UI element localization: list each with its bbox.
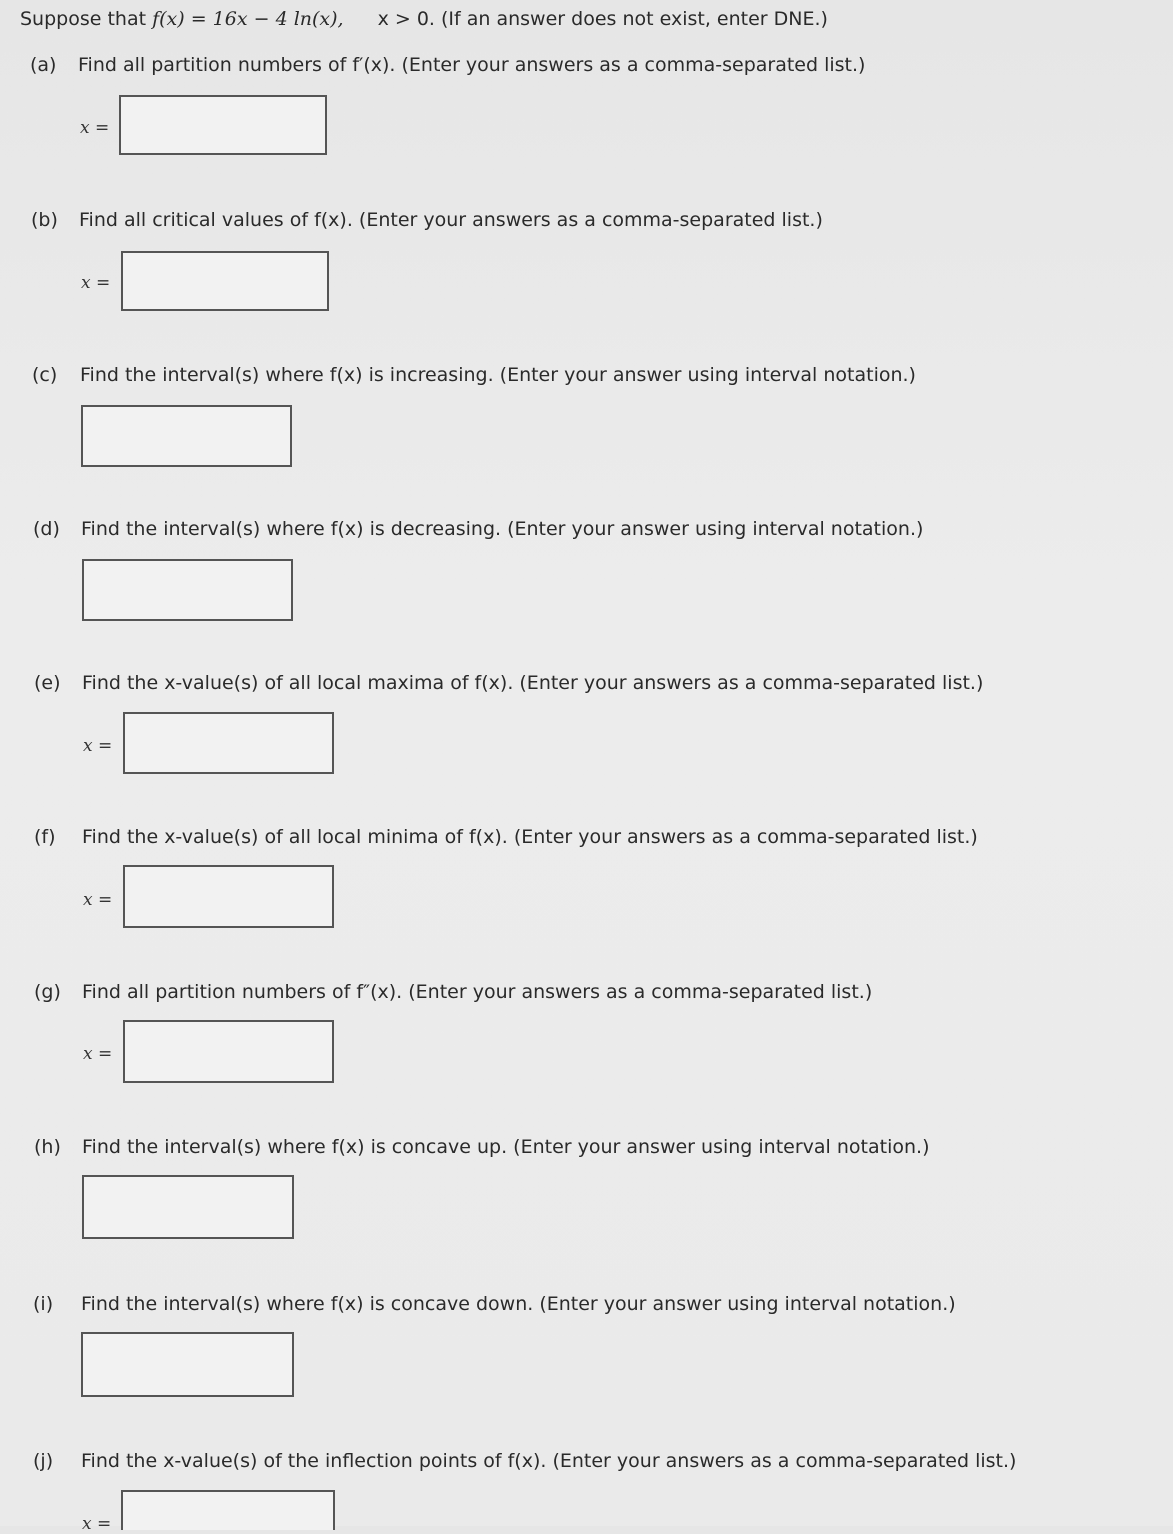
answer-input-j[interactable] — [121, 1490, 335, 1530]
x-equals-label: x = — [80, 118, 110, 138]
answer-input-h[interactable] — [82, 1175, 294, 1239]
answer-input-a[interactable] — [119, 95, 327, 155]
question-label: (a) — [30, 54, 57, 76]
question-label: (d) — [33, 518, 60, 540]
question-f — [34, 826, 978, 848]
answer-input-c[interactable] — [81, 405, 292, 467]
question-text: Find all partition numbers of f′(x). (Enter your answers as a comma-separated list.) — [78, 54, 866, 76]
function-definition: f(x) = 16x − 4 ln(x), — [152, 8, 344, 30]
x-equals-label: x = — [83, 890, 113, 910]
question-text: Find the x-value(s) of all local minima of f(x). (Enter your answers as a comma-separated list.) — [82, 826, 978, 848]
question-label: (g) — [34, 981, 61, 1003]
intro-prefix: Suppose that — [20, 8, 153, 30]
answer-input-g[interactable] — [123, 1020, 334, 1083]
question-label: (i) — [33, 1293, 54, 1315]
answer-input-f[interactable] — [123, 865, 334, 928]
answer-input-b[interactable] — [121, 251, 329, 311]
question-label: (c) — [32, 364, 58, 386]
question-text: Find the x-value(s) of the inflection points of f(x). (Enter your answers as a comma-separated list.) — [81, 1450, 1017, 1472]
question-text: Find all critical values of f(x). (Enter your answers as a comma-separated list.) — [79, 209, 823, 231]
question-text: Find the x-value(s) of all local maxima of f(x). (Enter your answers as a comma-separated list.) — [82, 672, 984, 694]
x-equals-label: x = — [83, 736, 113, 756]
question-text: Find the interval(s) where f(x) is concave down. (Enter your answer using interval notation.) — [81, 1293, 956, 1315]
question-h — [34, 1136, 929, 1158]
question-label: (j) — [33, 1450, 54, 1472]
domain-note: x > 0. (If an answer does not exist, enter DNE.) — [377, 8, 828, 30]
question-d — [33, 518, 923, 540]
question-i — [33, 1293, 956, 1315]
question-label: (f) — [34, 826, 56, 848]
x-equals-label: x = — [82, 1514, 112, 1534]
answer-input-i[interactable] — [81, 1332, 294, 1397]
problem-statement — [20, 8, 828, 30]
question-label: (e) — [34, 672, 61, 694]
question-b — [31, 209, 823, 231]
question-text: Find the interval(s) where f(x) is concave up. (Enter your answer using interval notation.) — [82, 1136, 930, 1158]
question-label: (h) — [34, 1136, 61, 1158]
question-a — [30, 54, 865, 76]
question-label: (b) — [31, 209, 58, 231]
question-text: Find the interval(s) where f(x) is decreasing. (Enter your answer using interval notation.) — [81, 518, 924, 540]
question-c — [32, 364, 916, 386]
question-text: Find all partition numbers of f″(x). (Enter your answers as a comma-separated list.) — [82, 981, 873, 1003]
answer-input-e[interactable] — [123, 712, 334, 774]
question-e — [34, 672, 983, 694]
x-equals-label: x = — [83, 1044, 113, 1064]
question-text: Find the interval(s) where f(x) is increasing. (Enter your answer using interval notation.) — [80, 364, 916, 386]
x-equals-label: x = — [81, 273, 111, 293]
answer-input-d[interactable] — [82, 559, 293, 621]
question-g — [34, 981, 872, 1003]
question-j — [33, 1450, 1016, 1472]
